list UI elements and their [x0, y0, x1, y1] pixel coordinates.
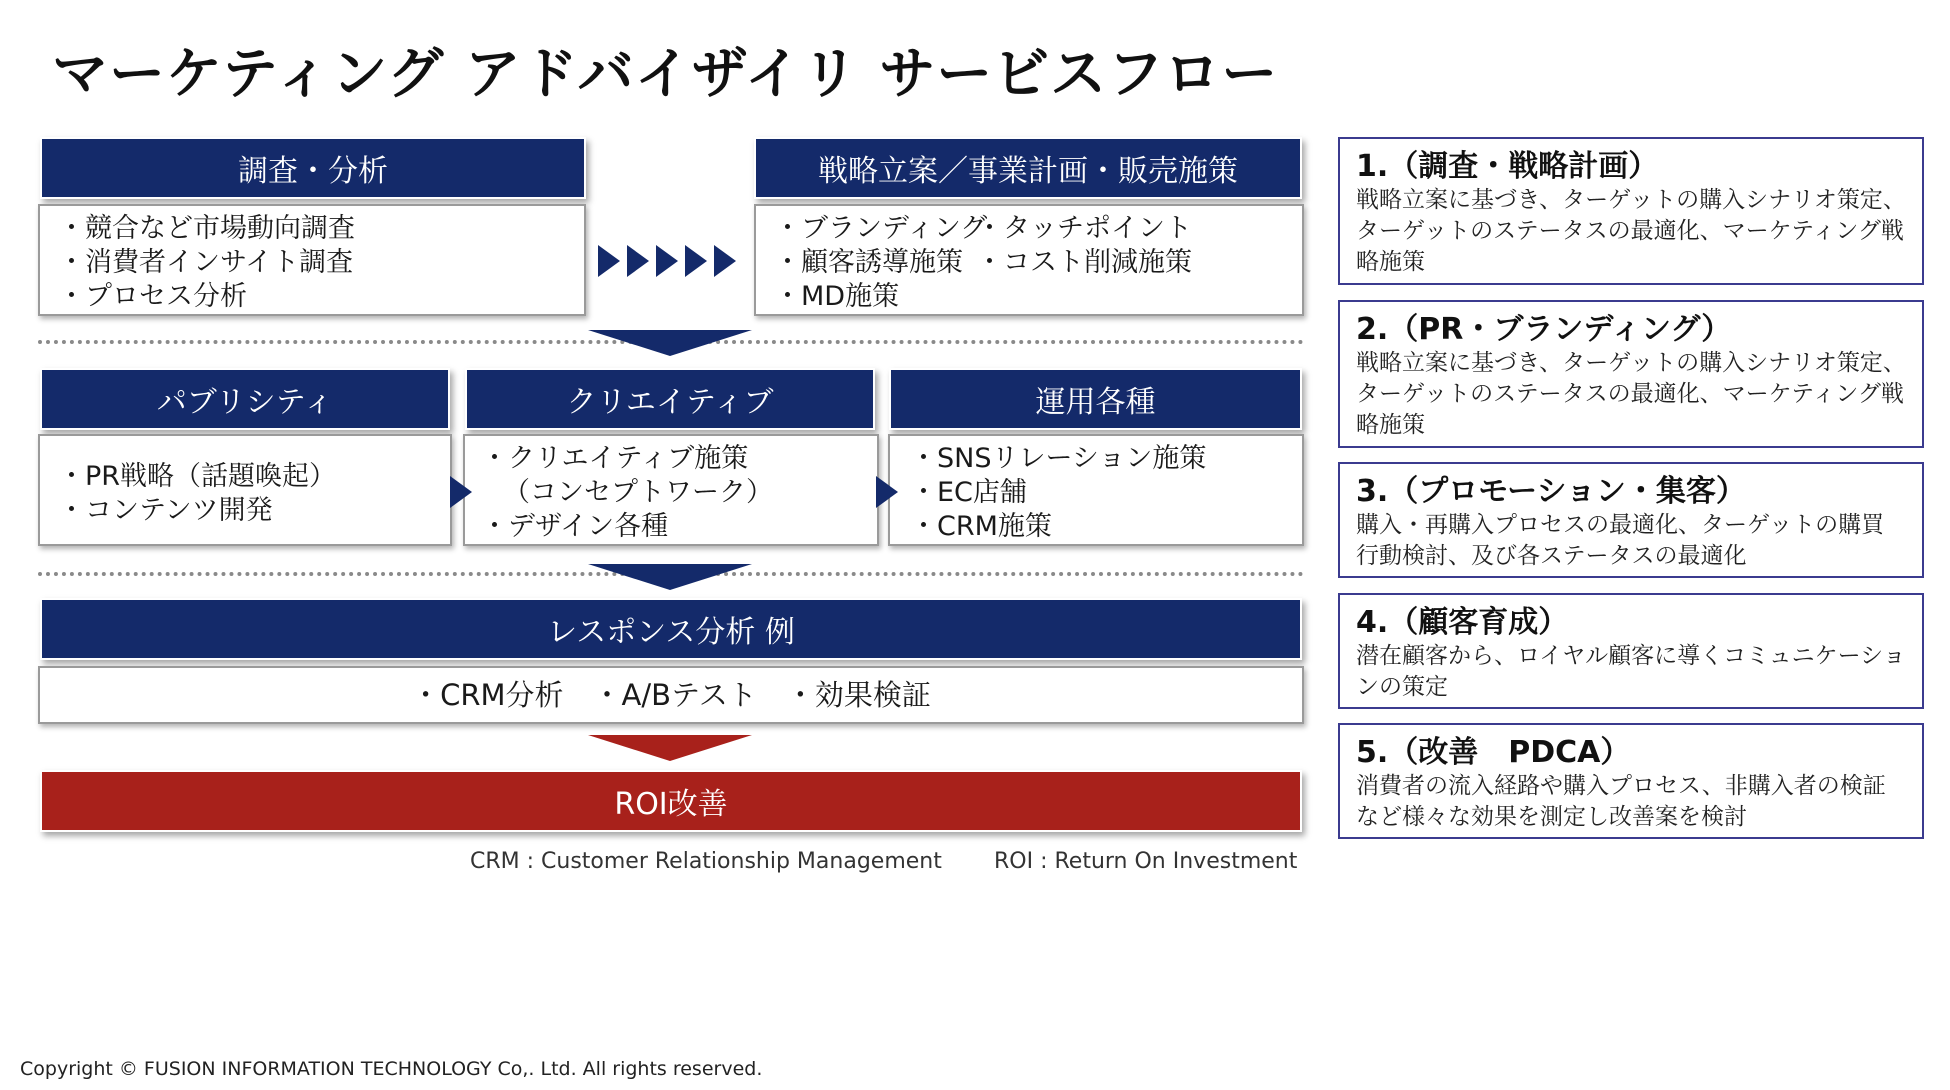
list-item: ・タッチポイント [976, 213, 1192, 244]
chevron-down-icon [588, 735, 752, 761]
flow-arrows [598, 245, 736, 277]
header-response-analysis: レスポンス分析 例 [40, 598, 1302, 660]
header-operations: 運用各種 [889, 368, 1302, 430]
strategy-planning-box [754, 204, 1304, 316]
list-item: ・競合など市場動向調査 [58, 213, 355, 244]
step-heading: 5.（改善 PDCA） [1356, 735, 1631, 770]
strategy-list-col1 [774, 212, 987, 314]
step-box-1 [1338, 137, 1924, 285]
list-item: ・SNSリレーション施策 [910, 443, 1207, 474]
step-description: 消費者の流入経路や購入プロセス、非購入者の検証など様々な効果を測定し改善案を検討 [1356, 773, 1886, 830]
arrow-right-icon [714, 245, 736, 277]
strategy-list-col2 [976, 212, 1192, 280]
step-description: 潜在顧客から、ロイヤル顧客に導くコミュニケーションの策定 [1356, 643, 1906, 700]
response-analysis-box [38, 666, 1304, 724]
arrow-right-icon [656, 245, 678, 277]
header-research-analysis: 調査・分析 [40, 137, 586, 199]
list-item: ・EC店舗 [910, 477, 1027, 508]
operations-box [888, 434, 1304, 546]
arrow-right-icon [876, 476, 898, 508]
list-item: ・CRM施策 [910, 511, 1052, 542]
arrow-right-icon [450, 476, 472, 508]
step-description: 戦略立案に基づき、ターゲットの購入シナリオ策定、ターゲットのステータスの最適化、マーケティング戦略施策 [1356, 187, 1906, 275]
response-analysis-text: ・CRM分析 ・A/Bテスト ・効果検証 [411, 678, 931, 712]
page-title: マーケティング アドバイザイリ サービスフロー [52, 42, 1279, 107]
creative-box [463, 434, 879, 546]
footnote-roi: ROI : Return On Investment [994, 849, 1298, 874]
step-box-2 [1338, 300, 1924, 448]
header-publicity: パブリシティ [40, 368, 450, 430]
list-item: ・MD施策 [774, 281, 900, 312]
step-box-3 [1338, 462, 1924, 578]
chevron-down-icon [588, 330, 752, 356]
header-creative: クリエイティブ [465, 368, 875, 430]
list-item: ・顧客誘導施策 [774, 247, 963, 278]
list-item: ・デザイン各種 [481, 511, 669, 542]
footnote-crm: CRM : Customer Relationship Management [470, 849, 942, 874]
step-description: 購入・再購入プロセスの最適化、ターゲットの購買行動検討、及び各ステータスの最適化 [1356, 512, 1885, 569]
list-item: ・コンテンツ開発 [58, 495, 273, 526]
list-item: ・消費者インサイト調査 [58, 247, 354, 278]
list-item: ・PR戦略（話題喚起） [58, 461, 337, 492]
list-item: ・クリエイティブ施策 [481, 443, 749, 474]
header-strategy-planning: 戦略立案／事業計画・販売施策 [754, 137, 1302, 199]
copyright: Copyright © FUSION INFORMATION TECHNOLOGY Co,. Ltd. All rights reserved. [20, 1058, 763, 1080]
header-roi-improvement: ROI改善 [40, 770, 1302, 832]
chevron-down-icon [588, 564, 752, 590]
step-heading: 3.（プロモーション・集客） [1356, 474, 1746, 509]
step-box-5 [1338, 723, 1924, 839]
arrow-right-icon [685, 245, 707, 277]
list-item: ・プロセス分析 [58, 281, 247, 312]
step-heading: 2.（PR・ブランディング） [1356, 312, 1732, 347]
step-heading: 4.（顧客育成） [1356, 605, 1569, 640]
research-analysis-box [38, 204, 586, 316]
publicity-box [38, 434, 452, 546]
step-description: 戦略立案に基づき、ターゲットの購入シナリオ策定、ターゲットのステータスの最適化、マーケティング戦略施策 [1356, 350, 1906, 438]
arrow-right-icon [627, 245, 649, 277]
list-item: ・コスト削減施策 [976, 247, 1192, 278]
list-item: （コンセプトワーク） [503, 477, 773, 508]
arrow-right-icon [598, 245, 620, 277]
step-box-4 [1338, 593, 1924, 709]
list-item: ・ブランディング [774, 213, 988, 244]
step-heading: 1.（調査・戦略計画） [1356, 149, 1659, 184]
